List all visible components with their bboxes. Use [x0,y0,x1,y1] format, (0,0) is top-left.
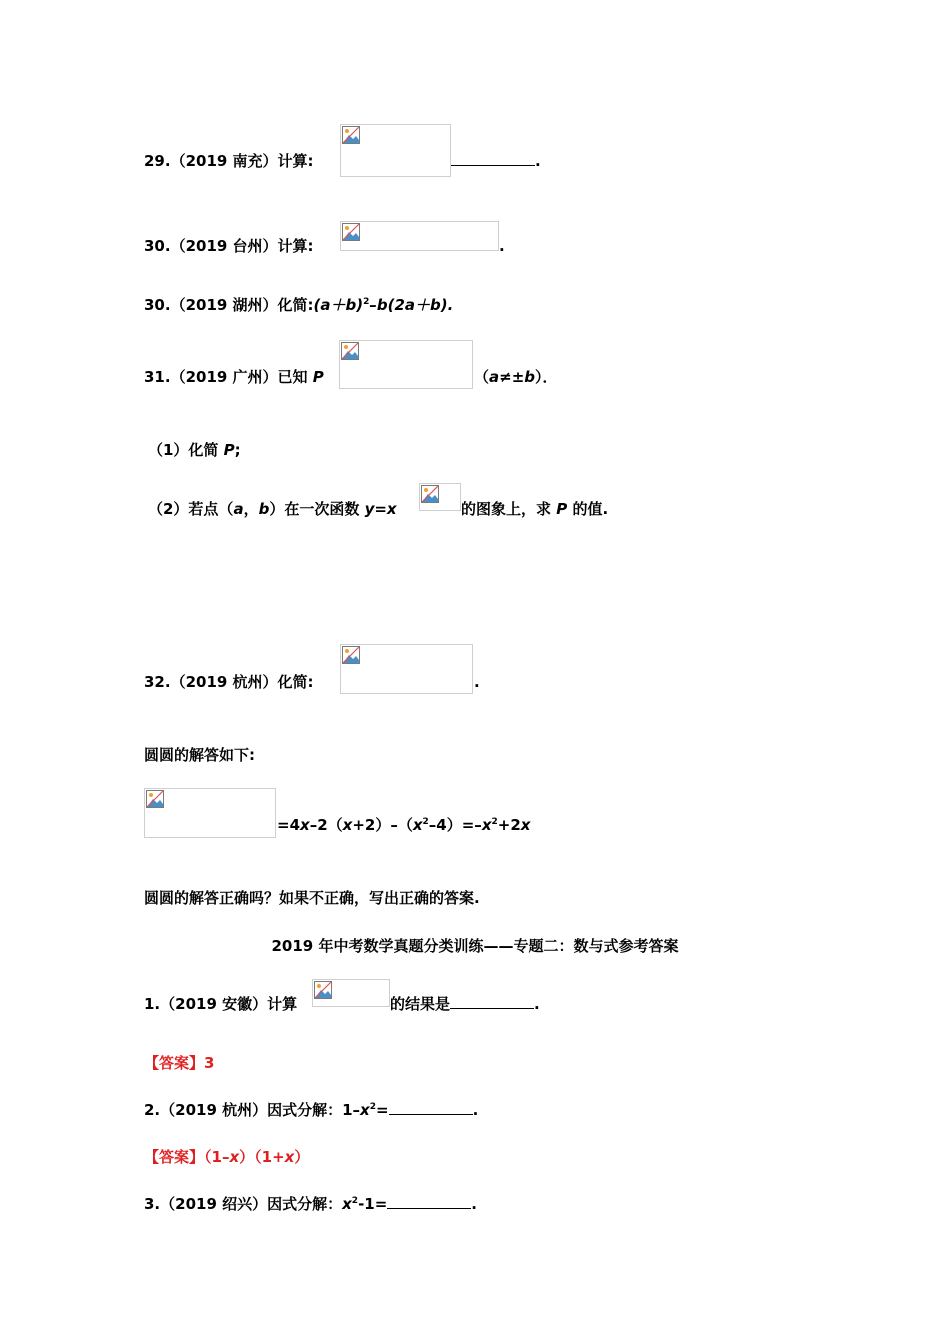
q31-1-var: P [223,441,235,459]
q32-suffix: . [474,673,480,691]
q29-prefix: 29.（2019 南充）计算: [144,152,314,170]
formula-image-a1 [312,979,390,1007]
q30b-expr-b: –b(2a＋b). [369,296,454,314]
broken-image-icon [342,126,360,144]
q31-condition [474,367,558,387]
sol-part-3: +2）–（ [352,816,413,834]
q30b-expr-a: (a＋b) [313,296,364,314]
question-31 [144,367,324,387]
q31-var: P [312,368,324,386]
q32-suffix-line [474,672,480,692]
a3-prefix: 3.（2019 绍兴）因式分解： [144,1195,343,1213]
yuanyuan-intro: 圆圆的解答如下: [144,746,255,764]
q31-2-a: a [233,500,244,518]
q31-2-text-c: 的图象上，求 [461,500,557,518]
sol-var-3: x [412,816,423,834]
a2-x: x [360,1101,370,1119]
a2-suffix: . [472,1101,479,1119]
sol-part-5: +2 [497,816,521,834]
formula-image-q31 [339,340,473,389]
formula-image-q30a [340,221,499,251]
broken-image-icon [341,342,359,360]
q31-2-comma: ， [243,500,259,518]
formula-image-q31-2 [419,483,461,511]
a3-square: 2 [351,1196,359,1206]
q31-2-text-b: ）在一次函数 [269,500,365,518]
q32-prefix: 32.（2019 杭州）化简: [144,673,314,691]
q31-2-eq: y=x [364,500,397,518]
a2-answer-mid: ）（1+ [239,1148,285,1166]
a1-suffix: . [534,995,540,1013]
a2-mid: = [376,1101,389,1119]
sol-part-2: –2（ [309,816,343,834]
q30b-prefix: 30.（2019 湖州）化简: [144,296,314,314]
a2-square: 2 [369,1102,376,1112]
a3-suffix: . [471,1195,477,1213]
q31-cond: a≠±b [489,368,536,386]
answer-blank [450,994,534,1009]
a2-answer-x1: x [229,1148,240,1166]
a1-prefix: 1.（2019 安徽）计算 [144,995,298,1013]
a2-answer-end: ） [294,1148,310,1166]
question-30-huzhou [144,295,453,315]
a1-mid: 的结果是 [390,995,451,1013]
sol-var-1: x [300,816,310,834]
q30a-suffix-line [499,236,505,256]
answer-3-question [144,1194,477,1214]
q29-suffix: . [535,152,541,170]
q31-1-text-b: ; [234,441,241,459]
formula-image-yuanyuan [144,788,276,838]
q31-1-text-a: （1）化简 [148,441,224,459]
broken-image-icon [342,646,360,664]
sol-part-1: =4 [277,816,301,834]
question-31-part-2 [148,499,397,519]
question-29 [144,151,314,171]
a2-answer-label: 【答案】（1– [144,1148,230,1166]
broken-image-icon [421,485,439,503]
a3-mid: -1= [358,1195,388,1213]
answer-blank [387,1194,471,1209]
broken-image-icon [146,790,164,808]
a2-answer-x2: x [284,1148,295,1166]
formula-image-q29 [340,124,451,177]
answer-blank [451,151,535,166]
question-31-part-1 [148,440,241,460]
q30a-prefix: 30.（2019 台州）计算: [144,237,314,255]
q30b-square: 2 [363,297,370,307]
a1-tail [390,994,540,1014]
a2-prefix: 2.（2019 杭州）因式分解：1– [144,1101,361,1119]
q31-2-var: P [556,500,568,518]
sol-square-1: 2 [422,817,429,827]
q31-2-tail [461,499,608,519]
q31-2-text-d: 的值. [567,500,609,518]
question-30-taizhou [144,236,314,256]
answers-title: 2019 年中考数学真题分类训练——专题二：数与式参考答案 [271,937,679,955]
formula-image-q32 [340,644,473,694]
yuanyuan-solution [277,815,530,835]
q31-cond-open: （ [474,368,490,386]
sol-var-4: x [481,816,492,834]
q31-cond-close: ）． [535,368,558,386]
answer-1: 【答案】3 [144,1054,215,1072]
answer-2 [144,1147,309,1167]
q29-answer-line [451,151,541,171]
broken-image-icon [342,223,360,241]
a3-x: x [342,1195,352,1213]
q31-2-b: b [258,500,270,518]
answer-blank [389,1100,473,1115]
question-32 [144,672,314,692]
broken-image-icon [314,981,332,999]
answer-1-question [144,994,297,1014]
q31-2-text-a: （2）若点（ [148,500,234,518]
sol-var-2: x [342,816,353,834]
answer-2-question [144,1100,478,1120]
sol-square-2: 2 [491,817,498,827]
q30a-suffix: . [499,237,505,255]
q31-prefix: 31.（2019 广州）已知 [144,368,313,386]
sol-var-5: x [520,816,531,834]
sol-part-4: –4）=– [428,816,482,834]
yuanyuan-question: 圆圆的解答正确吗？如果不正确，写出正确的答案. [144,889,480,907]
